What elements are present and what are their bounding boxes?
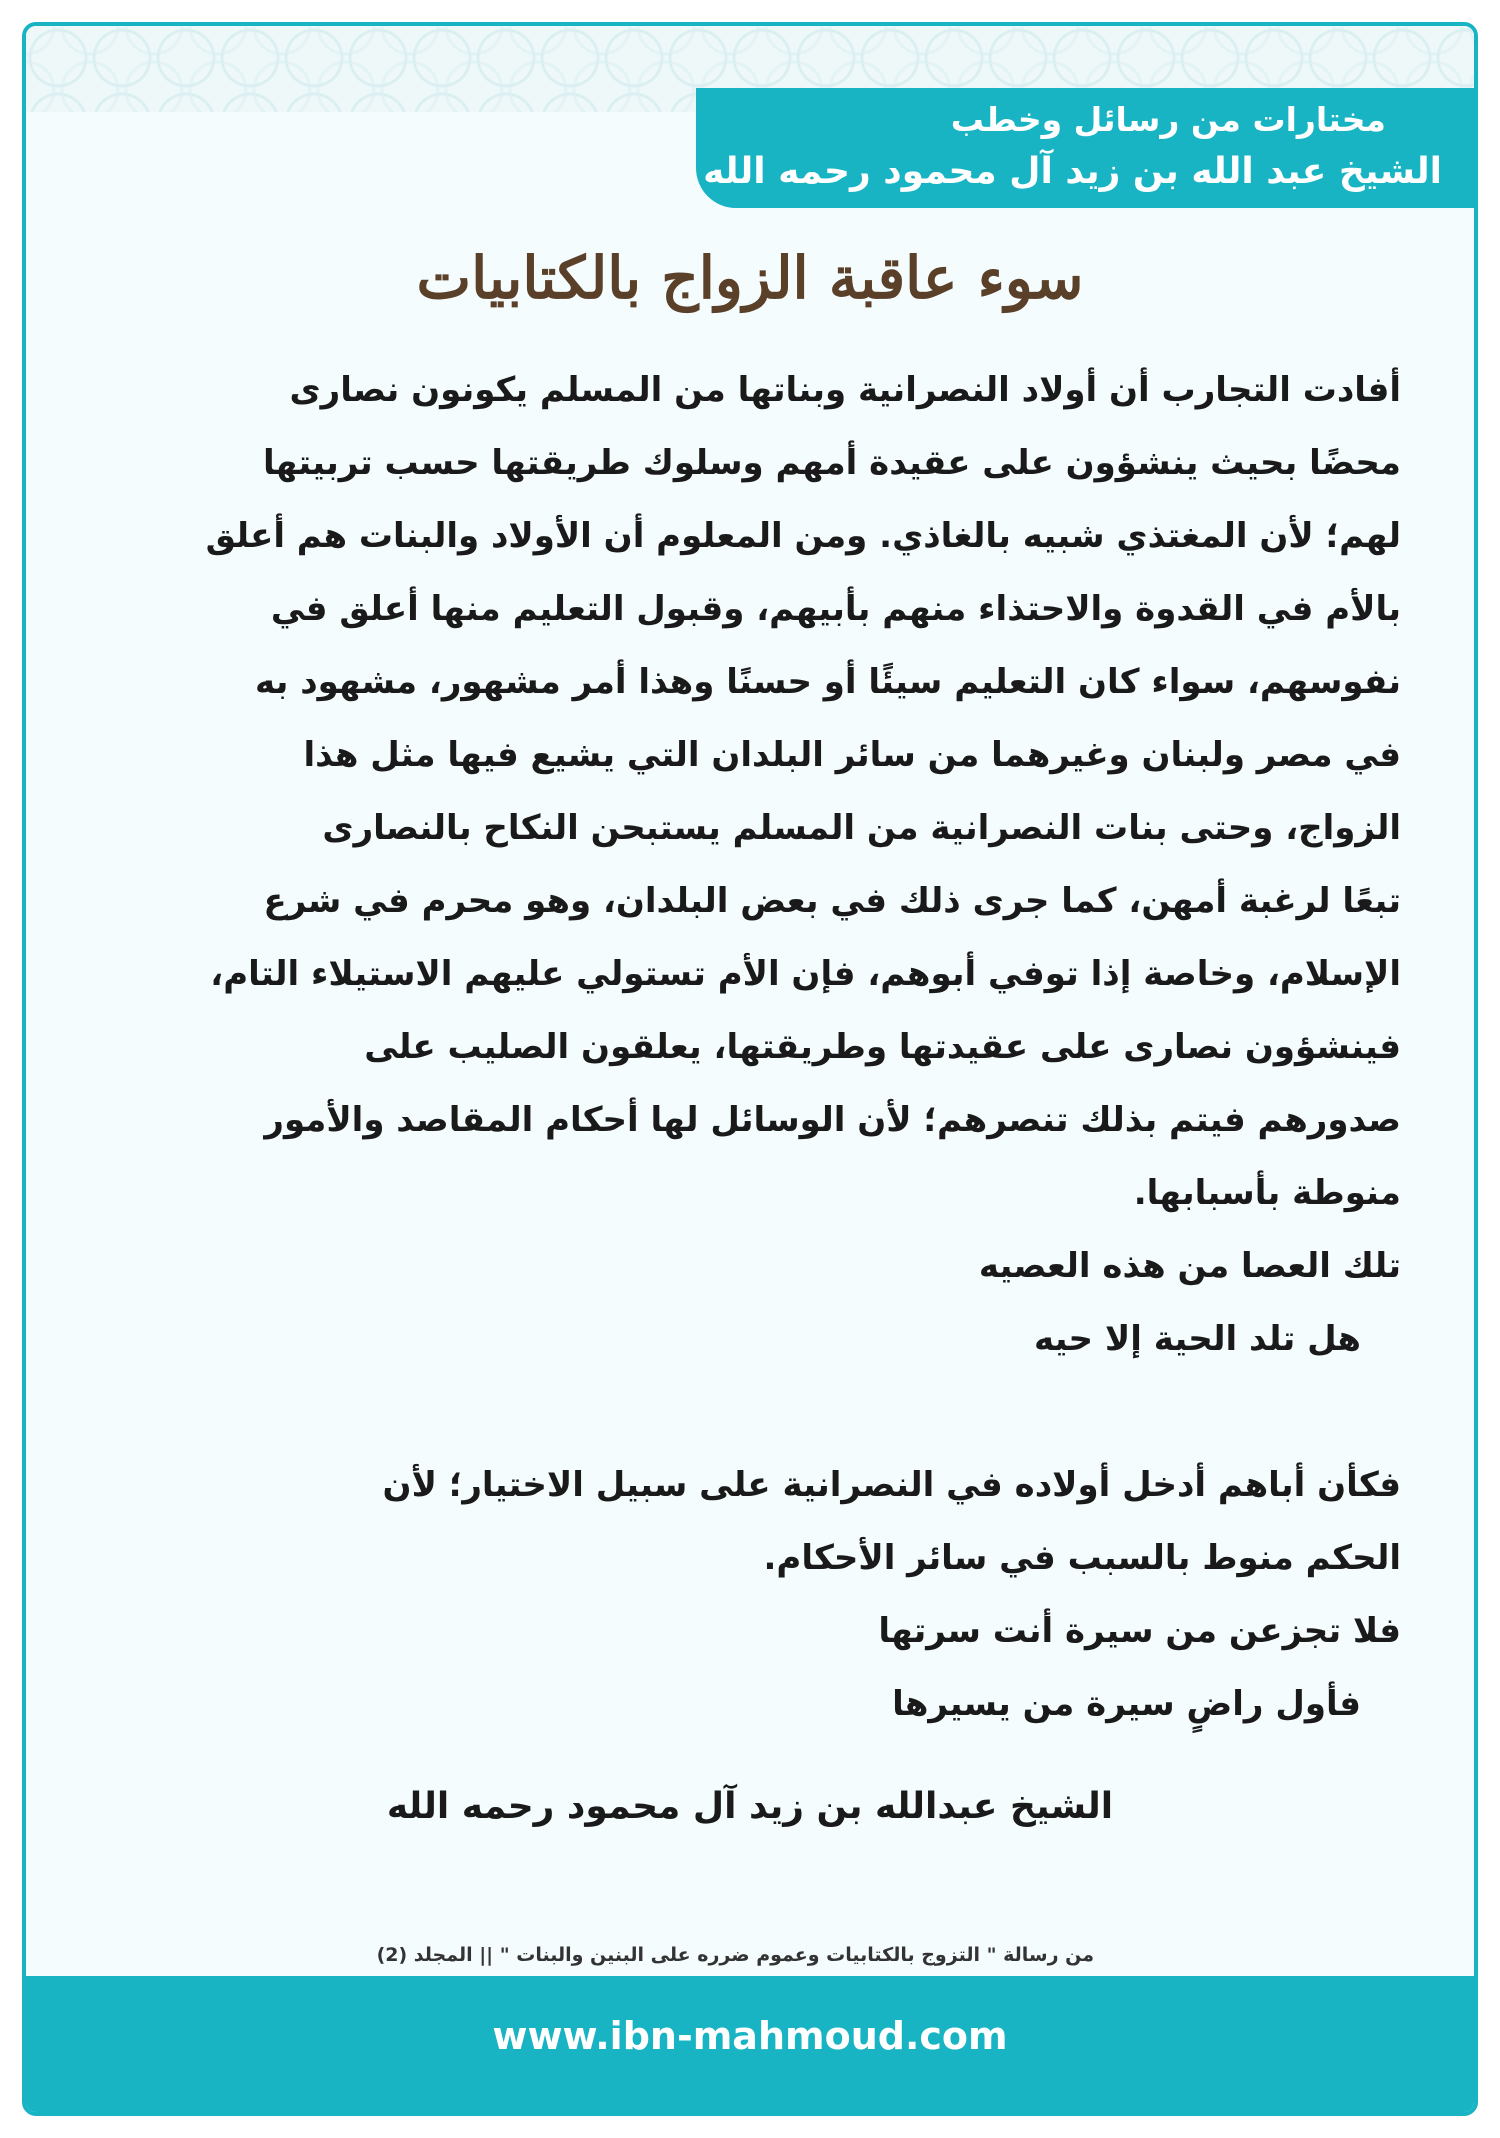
- verse-line: فلا تجزعن من سيرة أنت سرتها: [878, 1611, 1401, 1651]
- header-collection-title: مختارات من رسائل وخطب: [950, 100, 1386, 139]
- text-line: أفادت التجارب أن أولاد النصرانية وبناتها من المسلم يكونون نصارى: [289, 370, 1401, 410]
- text-line: منوطة بأسبابها.: [1133, 1173, 1401, 1213]
- page-frame: [22, 22, 1478, 2116]
- text-line: تبعًا لرغبة أمهن، كما جرى ذلك في بعض البلدان، وهو محرم في شرع: [263, 881, 1401, 921]
- text-line: الإسلام، وخاصة إذا توفي أبوهم، فإن الأم تستولي عليهم الاستيلاء التام،: [210, 954, 1401, 994]
- header-author-name: الشيخ عبد الله بن زيد آل محمود رحمه الله: [703, 151, 1442, 192]
- header-band: [696, 88, 1474, 208]
- text-line: في مصر ولبنان وغيرهما من سائر البلدان التي يشيع فيها مثل هذا: [303, 735, 1401, 775]
- verse-line: فأول راضٍ سيرة من يسيرها: [892, 1684, 1361, 1724]
- text-line: محضًا بحيث ينشؤون على عقيدة أمهم وسلوك طريقتها حسب تربيتها: [263, 443, 1401, 483]
- header-text: [703, 94, 1442, 198]
- text-line: الزواج، وحتى بنات النصرانية من المسلم يستبحن النكاح بالنصارى: [322, 808, 1401, 848]
- verse-1: [124, 1230, 1401, 1376]
- text-line: صدورهم فيتم بذلك تنصرهم؛ لأن الوسائل لها أحكام المقاصد والأمور: [264, 1100, 1401, 1140]
- article-body: [124, 354, 1401, 1741]
- footer-band: [26, 1976, 1474, 2112]
- text-line: لهم؛ لأن المغتذي شبيه بالغاذي. ومن المعلوم أن الأولاد والبنات هم أعلق: [205, 516, 1401, 556]
- article-title: سوء عاقبة الزواج بالكتابيات: [416, 244, 1084, 312]
- website-link[interactable]: www.ibn-mahmoud.com: [492, 2014, 1008, 2058]
- verse-line: هل تلد الحية إلا حيه: [1034, 1319, 1361, 1359]
- spacer: [124, 1376, 1401, 1449]
- text-line: بالأم في القدوة والاحتذاء منهم بأبيهم، وقبول التعليم منها أعلق في: [270, 589, 1401, 629]
- signature: الشيخ عبدالله بن زيد آل محمود رحمه الله: [386, 1786, 1114, 1827]
- text-line: فكأن أباهم أدخل أولاده في النصرانية على سبيل الاختيار؛ لأن: [382, 1465, 1401, 1505]
- text-line: فينشؤون نصارى على عقيدتها وطريقتها، يعلقون الصليب على: [364, 1027, 1401, 1067]
- text-line: الحكم منوط بالسبب في سائر الأحكام.: [763, 1538, 1401, 1578]
- verse-line: تلك العصا من هذه العصيه: [978, 1246, 1401, 1286]
- text-line: نفوسهم، سواء كان التعليم سيئًا أو حسنًا وهذا أمر مشهور، مشهود به: [255, 662, 1401, 702]
- paragraph-1: [124, 354, 1401, 1230]
- verse-2: [124, 1595, 1401, 1741]
- source-citation: من رسالة " التزوج بالكتابيات وعموم ضرره على البنين والبنات " || المجلد (2): [376, 1944, 1094, 1966]
- paragraph-2: [124, 1449, 1401, 1595]
